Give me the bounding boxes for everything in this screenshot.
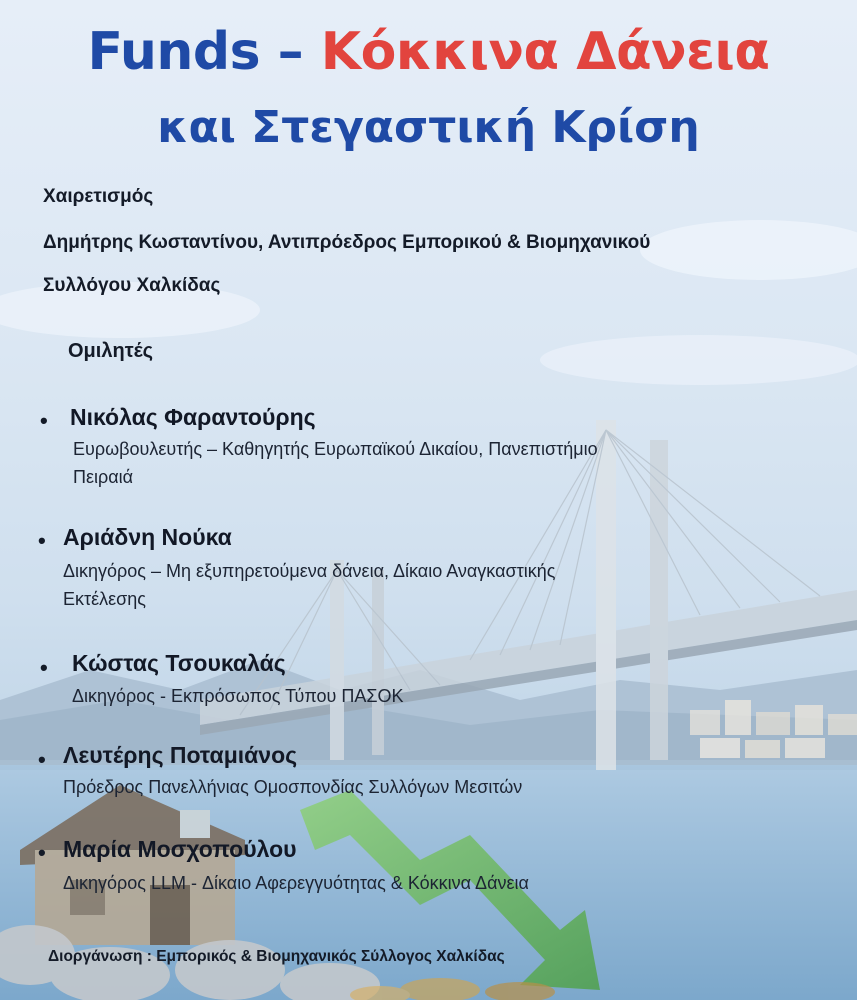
title-funds: Funds – <box>87 22 321 82</box>
speakers-heading: Ομιλητές <box>68 340 154 362</box>
speaker-name: Λευτέρης Ποταμιάνος <box>63 742 298 768</box>
speaker-name: Αριάδνη Νούκα <box>63 524 232 550</box>
poster-title <box>0 22 857 82</box>
speaker-role-cont: Πειραιά <box>73 467 134 487</box>
title-red-loans: Κόκκινα Δάνεια <box>320 22 770 82</box>
speaker-role: Δικηγόρος – Μη εξυπηρετούμενα δάνεια, Δίκαιο Αναγκαστικής <box>63 561 556 581</box>
bullet-icon: • <box>38 528 46 553</box>
speaker-name: Μαρία Μοσχοπούλου <box>63 836 297 862</box>
speaker-role: Δικηγόρος - Εκπρόσωπος Τύπου ΠΑΣΟΚ <box>72 686 404 706</box>
organizer-footer: Διοργάνωση : Εμπορικός & Βιομηχανικός Σύλλογος Χαλκίδας <box>48 948 505 965</box>
bullet-icon: • <box>38 840 46 865</box>
greeting-label: Χαιρετισμός <box>43 186 154 207</box>
bullet-icon: • <box>40 655 48 680</box>
bullet-icon: • <box>38 747 46 772</box>
speaker-role: Δικηγόρος LLM - Δίκαιο Αφερεγγυότητας & Κόκκινα Δάνεια <box>63 873 529 893</box>
greeting-line2: Συλλόγου Χαλκίδας <box>43 275 221 296</box>
speaker-role: Πρόεδρος Πανελλήνιας Ομοσπονδίας Συλλόγων Μεσιτών <box>63 777 523 797</box>
speaker-name: Νικόλας Φαραντούρης <box>70 404 316 430</box>
speaker-role: Ευρωβουλευτής – Καθηγητής Ευρωπαϊκού Δικαίου, Πανεπιστήμιο <box>73 439 598 459</box>
poster-subtitle: και Στεγαστική Κρίση <box>157 102 700 153</box>
greeting-line1: Δημήτρης Κωσταντίνου, Αντιπρόεδρος Εμπορικού & Βιομηχανικού <box>43 232 651 253</box>
bullet-icon: • <box>40 408 48 433</box>
speaker-role-cont: Εκτέλεσης <box>63 589 146 609</box>
speaker-name: Κώστας Τσουκαλάς <box>72 650 286 676</box>
